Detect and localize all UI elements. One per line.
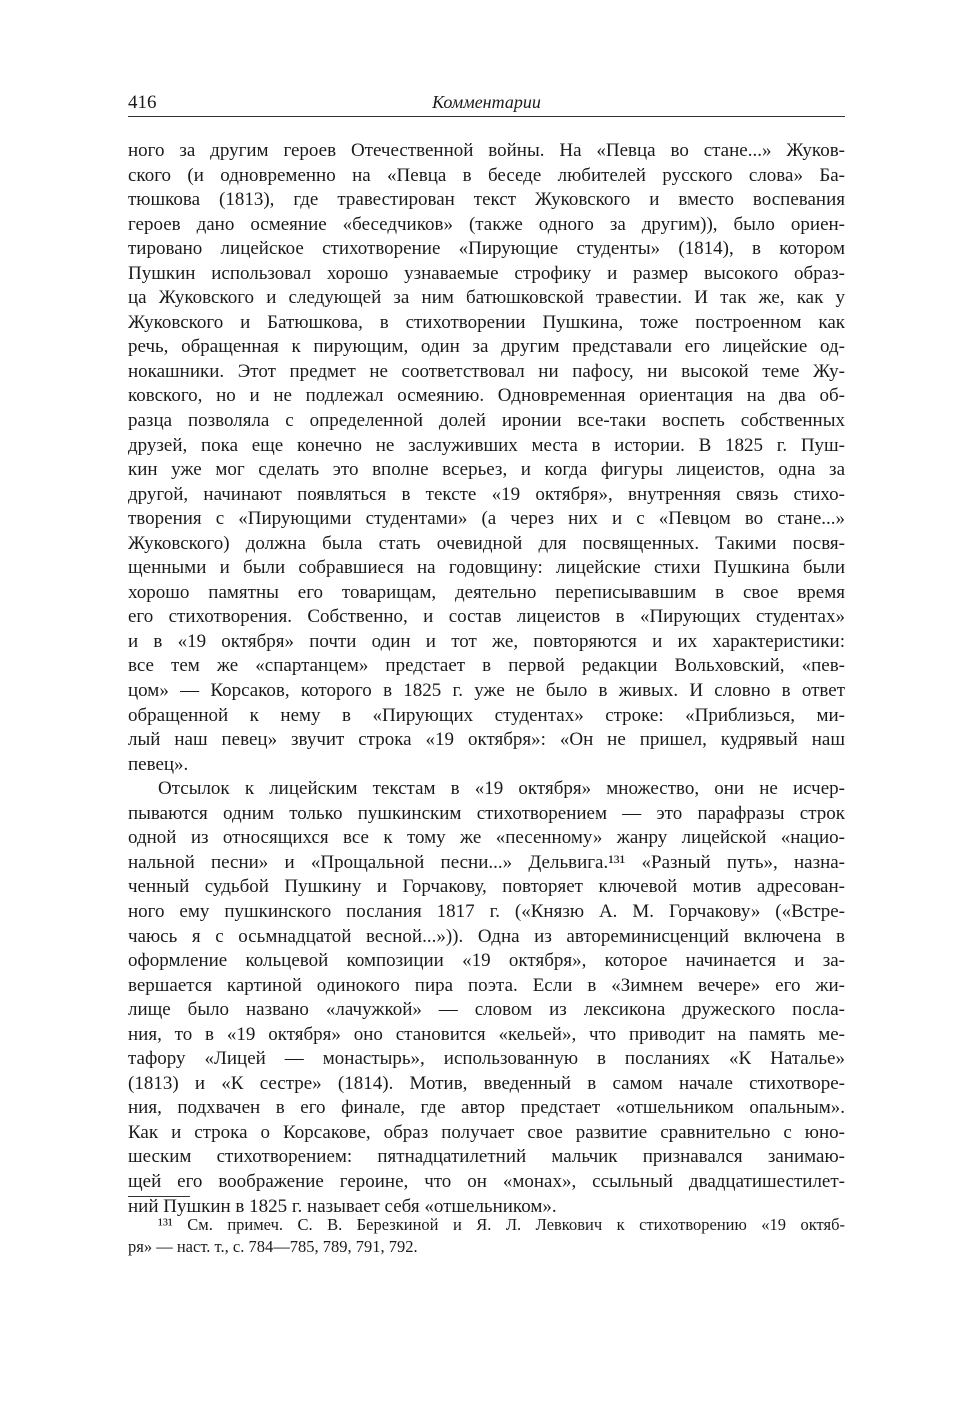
text-line: обращенной к нему в «Пирующих студентах» строке: «Приблизься, ми- (128, 704, 845, 726)
text-line: нальной песни» и «Прощальной песни...» Дельвига.¹³¹ «Разный путь», назна- (128, 851, 845, 873)
header-rule (128, 116, 845, 117)
footnotes (128, 1214, 845, 1258)
paragraph (128, 139, 845, 777)
text-line: ния, подхвачен в его финале, где автор предстает «отшельником опальным». (128, 1097, 845, 1119)
text-line: ского (и одновременно на «Певца в беседе любителей русского слова» Ба- (128, 164, 845, 186)
text-line: друзей, пока еще конечно не заслуживших места в истории. В 1825 г. Пуш- (128, 434, 845, 456)
text-line: ного за другим героев Отечественной войны. На «Певца во стане...» Жуков- (128, 140, 845, 161)
text-line: ченный судьбой Пушкину и Горчакову, повторяет ключевой мотив адресован- (128, 876, 845, 898)
paragraph (128, 777, 845, 1219)
text-line: щей его воображение героине, что он «монах», ссыльный двадцатишестилет- (128, 1170, 845, 1192)
text-line: вершается картиной одинокого пира поэта. Если в «Зимнем вечере» его жи- (128, 974, 845, 996)
footnote-line: ря» — наст. т., с. 784—785, 789, 791, 792. (128, 1237, 418, 1256)
text-line: и в «19 октября» почти один и тот же, повторяются и их характеристики: (128, 630, 845, 652)
text-line: Как и строка о Корсакове, образ получает свое развитие сравнительно с юно- (128, 1121, 845, 1143)
text-line: одной из относящихся все к тому же «песенному» жанру лицейской «нацио- (128, 827, 845, 849)
text-line: Отсылок к лицейским текстам в «19 октября» множество, они не исчер- (158, 778, 845, 800)
footnote-line: ¹³¹ См. примеч. С. В. Березкиной и Я. Л. Левкович к стихотворению «19 октяб- (158, 1215, 845, 1234)
text-line: пываются одним только пушкинским стихотворением — это парафразы строк (128, 802, 845, 824)
footnote (128, 1214, 845, 1258)
text-line: щенными и были собравшиеся на годовщину: лицейские стихи Пушкина были (128, 557, 845, 579)
text-line: Жуковского и Батюшкова, в стихотворении Пушкина, тоже построенном как (128, 311, 845, 333)
text-line: ного ему пушкинского послания 1817 г. («Князю А. М. Горчакову» («Встре- (128, 900, 845, 922)
text-line: его стихотворения. Собственно, и состав лицеистов в «Пирующих студентах» (128, 606, 845, 628)
text-line: нокашники. Этот предмет не соответствовал ни пафосу, ни высокой теме Жу- (128, 360, 845, 382)
text-line: героев дано осмеяние «беседчиков» (также одного за другим)), было ориен- (128, 213, 845, 235)
text-line: речь, обращенная к пирующим, один за другим представали его лицейские од- (128, 336, 845, 358)
text-line: ца Жуковского и следующей за ним батюшковской травестии. И так же, как у (128, 287, 845, 309)
text-line: ний Пушкин в 1825 г. называет себя «отшельником». (128, 1195, 557, 1217)
text-line: Жуковского) должна была стать очевидной для посвященных. Такими посвя- (128, 532, 845, 554)
main-text (128, 139, 845, 1219)
text-line: тюшкова (1813), где травестирован текст Жуковского и вместо воспевания (128, 189, 845, 211)
text-line: кин уже мог сделать это вполне всерьез, и когда фигуры лицеистов, одна за (128, 459, 845, 481)
page-header (128, 88, 845, 118)
footnote-rule (128, 1196, 190, 1197)
text-line: тафору «Лицей — монастырь», использованную в посланиях «К Наталье» (128, 1048, 845, 1070)
text-line: Пушкин использовал хорошо узнаваемые строфику и размер высокого образ- (128, 262, 845, 284)
text-line: разца позволяла с определенной долей иронии все-таки воспеть собственных (128, 410, 845, 432)
text-line: лище было названо «лачужкой» — словом из лексикона дружеского посла- (128, 999, 845, 1021)
text-line: (1813) и «К сестре» (1814). Мотив, введенный в самом начале стихотворе- (128, 1072, 845, 1094)
text-line: ния, то в «19 октября» оно становится «кельей», что приводит на память ме- (128, 1023, 845, 1045)
text-line: хорошо памятны его товарищам, деятельно переписывавшим в свое время (128, 581, 845, 603)
text-line: певец». (128, 753, 189, 775)
text-line: творения с «Пирующими студентами» (а через них и с «Певцом во стане...» (128, 508, 845, 530)
text-line: ковского, но и не подлежал осмеянию. Одновременная ориентация на два об- (128, 385, 845, 407)
text-line: чаюсь я с осьмнадцатой весной...»)). Одна из автореминисценций включена в (128, 925, 845, 947)
text-line: тировано лицейское стихотворение «Пирующие студенты» (1814), в котором (128, 238, 845, 260)
text-line: шеским стихотворением: пятнадцатилетний мальчик признавался занимаю- (128, 1146, 845, 1168)
text-line: лый наш певец» звучит строка «19 октября»: «Он не пришел, кудрявый наш (128, 729, 845, 751)
running-title: Комментарии (432, 92, 541, 112)
text-line: все тем же «спартанцем» предстает в первой редакции Вольховский, «пев- (128, 655, 845, 677)
page-number: 416 (128, 92, 157, 113)
text-line: другой, начинают появляться в тексте «19 октября», внутренняя связь стихо- (128, 483, 845, 505)
text-line: цом» — Корсаков, которого в 1825 г. уже не было в живых. И словно в ответ (128, 680, 845, 702)
text-line: оформление кольцевой композиции «19 октября», которое начинается и за- (128, 950, 845, 972)
